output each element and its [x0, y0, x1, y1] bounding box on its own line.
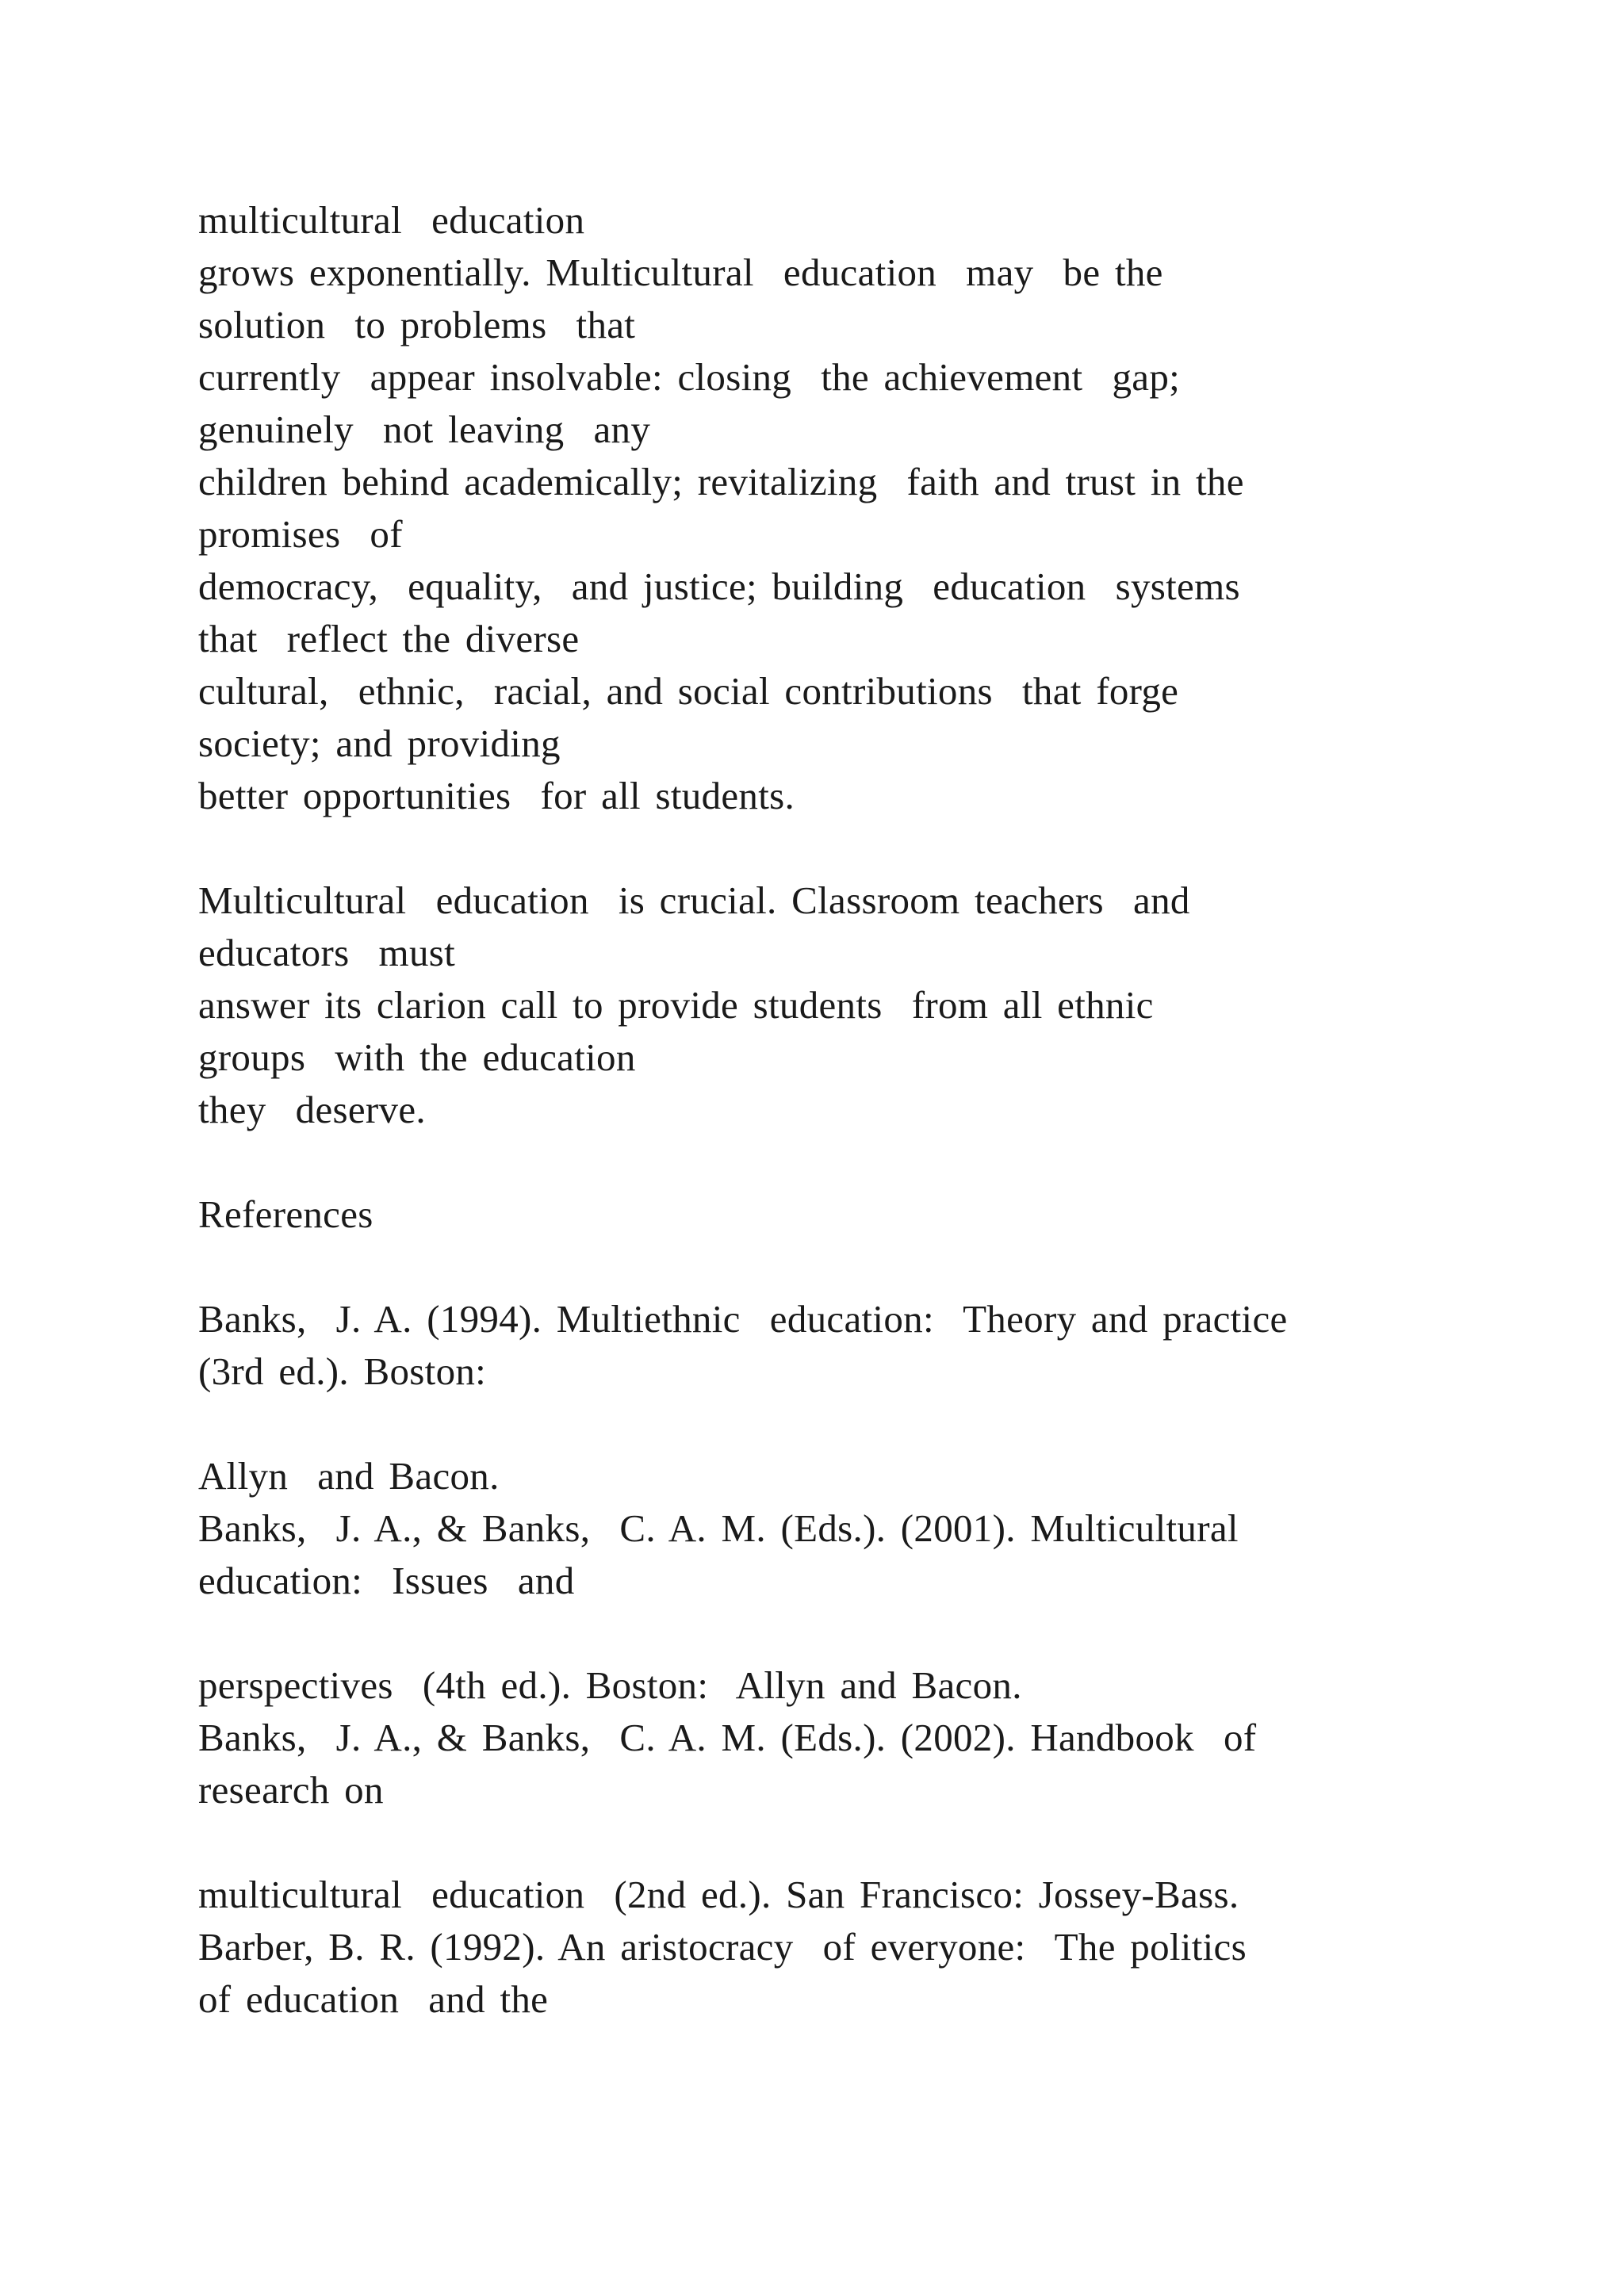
text-line: currently appear insolvable: closing the achievement gap; — [198, 355, 1181, 399]
text-line: Multicultural education is crucial. Classroom teachers and — [198, 878, 1190, 922]
text-line: that reflect the diverse — [198, 617, 580, 660]
references-heading: References — [198, 1192, 373, 1236]
text-line: answer its clarion call to provide students from all ethnic — [198, 983, 1154, 1027]
reference-line: education: Issues and — [198, 1559, 575, 1602]
text-line: society; and providing — [198, 721, 561, 765]
reference-line: perspectives (4th ed.). Boston: Allyn and Bacon. — [198, 1663, 1022, 1707]
text-line: multicultural education — [198, 198, 585, 242]
text-line: cultural, ethnic, racial, and social contributions that forge — [198, 669, 1179, 713]
text-line: grows exponentially. Multicultural education may be the — [198, 251, 1163, 294]
reference-line: Banks, J. A., & Banks, C. A. M. (Eds.). (2002). Handbook of — [198, 1716, 1257, 1759]
reference-line: (3rd ed.). Boston: — [198, 1349, 487, 1393]
text-line: democracy, equality, and justice; building education systems — [198, 564, 1240, 608]
text-line: better opportunities for all students. — [198, 774, 795, 817]
reference-line: multicultural education (2nd ed.). San Francisco: Jossey-Bass. — [198, 1873, 1239, 1916]
text-line: they deserve. — [198, 1088, 426, 1131]
text-line: solution to problems that — [198, 303, 636, 346]
text-line: promises of — [198, 512, 403, 556]
reference-line: Barber, B. R. (1992). An aristocracy of everyone: The politics — [198, 1925, 1247, 1969]
text-line: genuinely not leaving any — [198, 408, 651, 451]
text-line: children behind academically; revitalizing faith and trust in the — [198, 460, 1244, 503]
reference-line: research on — [198, 1768, 384, 1812]
reference-line: Banks, J. A. (1994). Multiethnic education: Theory and practice — [198, 1297, 1288, 1341]
reference-line: Banks, J. A., & Banks, C. A. M. (Eds.). (2001). Multicultural — [198, 1506, 1239, 1550]
text-line: groups with the education — [198, 1035, 636, 1079]
text-line: educators must — [198, 931, 456, 974]
reference-line: Allyn and Bacon. — [198, 1454, 500, 1498]
reference-line: of education and the — [198, 1977, 549, 2021]
